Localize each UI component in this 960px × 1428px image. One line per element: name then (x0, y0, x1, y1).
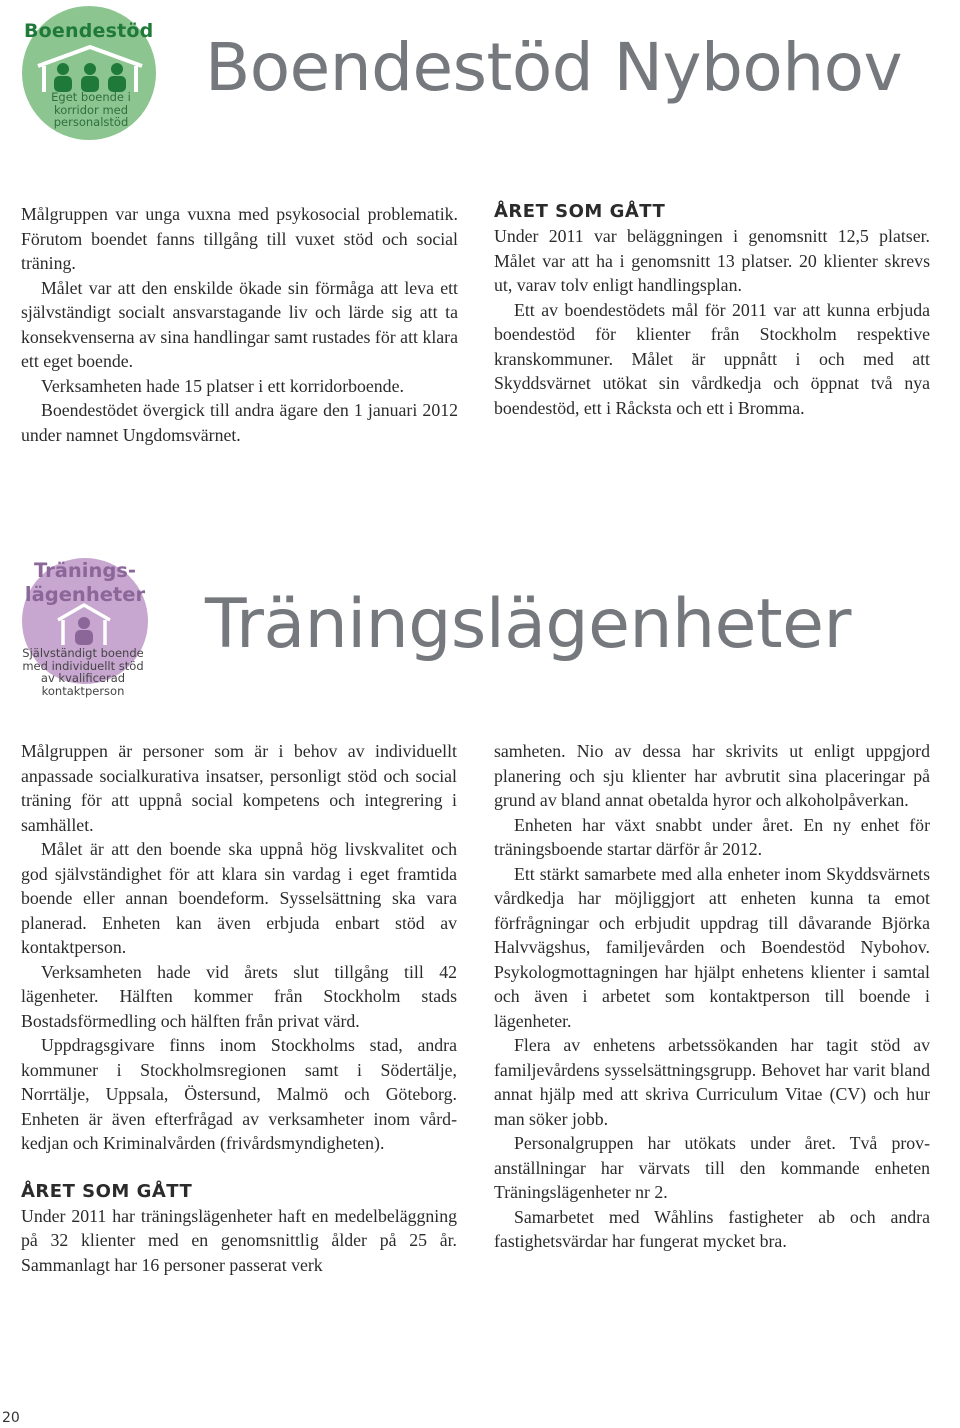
paragraph: Verksamheten hade vid årets slut tillgång till 42 lägenheter. Hälften kommer från Stockholm stads Bostadsförmedling och hälften från privat värd. (21, 961, 457, 1031)
paragraph: Målet var att den enskilde ökade sin förmåga att leva ett självständigt socialt ansvarstagande liv och lärde sig att ta konsekvenserna av sina handlingar samt rustades för att klara ett eget boende. (21, 277, 458, 371)
section2-year-heading: ÅRET SOM GÅTT (21, 1180, 193, 1202)
section2-right-column (494, 739, 930, 1254)
section2-left-column (21, 739, 457, 1277)
paragraph: Ett stärkt samarbete med alla enheter inom Skyddsvärnets vårdkedja har möjliggjort att enheten kunna ta emot förfrågningar och erbjudit uppdrag till dåvarande Björka Halvvägshus, familjevården och Boendestöd Nybohov. Psykologmottagningen har hjälpt enhetens klienter i samtal och även i arbetet som kontaktperson till boende i lägenheter. (494, 863, 930, 1031)
person-house-icon (55, 602, 113, 646)
paragraph: Flera av enhetens arbetssökanden har tagit stöd av familjevårdens sysselsättningsgrupp. Behovet har varit bland annat hjälp med att skriva Curriculum Vitae (CV) och hur man söker jobb. (494, 1035, 930, 1129)
section1-intro-column (21, 202, 458, 447)
paragraph: Verksamheten hade 15 platser i ett korridorboende. (41, 375, 404, 396)
paragraph: Enheten har växt snabbt under året. En ny enhet för träningsboende startar därför år 2012. (494, 814, 930, 859)
paragraph: Personalgruppen har utökats under året. Två provanställningar har värvats till den kommande enheten Träningslägenheter nr 2. (494, 1133, 930, 1202)
paragraph: Uppdragsgivare finns inom Stockholms stad, andra kommuner i Stockholmsregionen samt i Södertälje, Norrtälje, Uppsala, Östersund, Malmö och Göteborg. Enheten är även efterfrågad av verksamheter inom vårdkedjan och Kriminalvården (frivårdsmyndigheten). (21, 1035, 457, 1153)
paragraph: Samarbetet med Wåhlins fastigheter ab och andra fastighetsvärdar har fungerat mycket bra. (494, 1206, 930, 1251)
section2-heading: Träningslägenheter (205, 585, 851, 664)
section1-year-heading: ÅRET SOM GÅTT (494, 201, 666, 222)
traningslagenheter-badge-subtitle: Självständigt boende med individuellt stöd av kvalificerad kontaktperson (22, 646, 144, 698)
boendestod-badge-title: Boendestöd (24, 20, 154, 42)
traningslagenheter-badge-title: Tränings- lägenheter (24, 559, 146, 606)
paragraph: Målgruppen var unga vuxna med psykosocial problematik. Förutom boendet fanns tillgång till vuxet stöd och social träning. (21, 204, 458, 273)
section1-heading: Boendestöd Nybohov (205, 29, 903, 106)
paragraph: Ett av boendestödets mål för 2011 var att kunna erbjuda boendestöd för klienter från Stockholm respektive kranskommuner. Målet är uppnått i och med att Skyddsvärnet utökat sin vårdkedja och öppnat två nya boendestöd, ett i Råcksta och ett i Bromma. (494, 299, 930, 418)
boendestod-badge-subtitle: Eget boende i korridor med personalstöd (51, 90, 131, 129)
section1-year-column (494, 200, 930, 420)
paragraph: samheten. Nio av dessa har skrivits ut enligt uppgjord planering och sju klienter har avbrutit sina placeringar på grund av bland annat obetalda hyror och alkoholpåverkan. (494, 741, 930, 810)
paragraph: Målet är att den boende ska uppnå hög livskvalitet och god självständighet för att klara sin vardag i eget framtida boende eller annan boendeform. Sysselsättning ska vara planerad. Enheten kan även erbjuda enbart stöd av kontaktperson. (21, 839, 457, 957)
paragraph: Under 2011 var beläggningen i genomsnitt 12,5 platser. Målet var att ha i genomsnitt 13 platser. 20 klienter skrevs ut, varav tolv enligt handlingsplan. (494, 226, 930, 295)
paragraph: Boendestödet övergick till andra ägare den 1 januari 2012 under namnet Ungdomsvärnet. (21, 400, 458, 445)
three-people-house-icon (34, 44, 146, 94)
page-number: 20 (2, 1410, 20, 1426)
paragraph: Målgruppen är personer som är i behov av individuellt anpassade socialkurativa insatser, personligt stöd och social träning för att uppnå social kompetens och integrering i samhället. (21, 741, 457, 835)
paragraph: Under 2011 har träningslägenheter haft en medelbeläggning på 32 klienter med en genomsnittlig ålder på 25 år. Sammanlagt har 16 personer passerat verk (21, 1205, 457, 1275)
